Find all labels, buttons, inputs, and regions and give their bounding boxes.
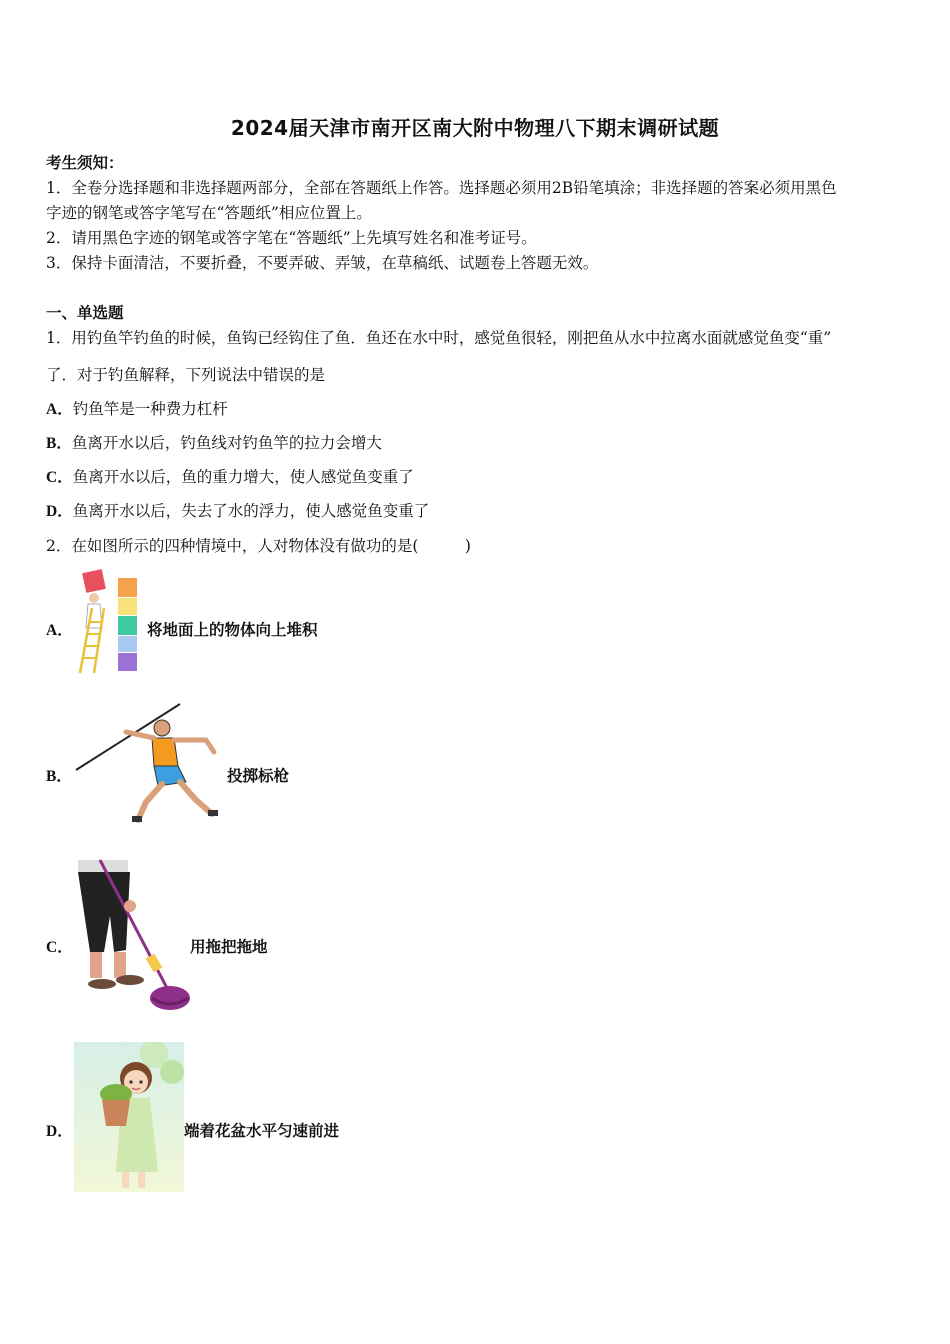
notice-item-1: 1．全卷分选择题和非选择题两部分，全部在答题纸上作答。选择题必须用2B铅笔填涂；非选择题的答案必须用黑色 bbox=[46, 179, 837, 197]
q1-option-d-letter: D． bbox=[46, 503, 73, 520]
q1-stem-line1: 1．用钓鱼竿钓鱼的时候，鱼钩已经钩住了鱼．鱼还在水中时，感觉鱼很轻，刚把鱼从水中拉离水面就感觉鱼变“重” bbox=[46, 329, 832, 347]
q1-stem-line2: 了．对于钓鱼解释，下列说法中错误的是 bbox=[46, 366, 326, 384]
q2-option-b-letter: B． bbox=[46, 768, 72, 785]
q2-option-b-text: 投掷标枪 bbox=[227, 766, 290, 785]
q2-option-a-text: 将地面上的物体向上堆积 bbox=[147, 620, 318, 639]
stacking-boxes-image bbox=[74, 568, 144, 676]
q1-option-a bbox=[46, 397, 228, 419]
notice-item-3: 3．保持卡面清洁，不要折叠，不要弄破、弄皱，在草稿纸、试题卷上答题无效。 bbox=[46, 254, 599, 272]
q1-option-a-letter: A． bbox=[46, 401, 73, 418]
q2-option-d-letter: D． bbox=[46, 1123, 73, 1140]
section-heading: 一、单选题 bbox=[46, 303, 124, 322]
q1-option-c-letter: C． bbox=[46, 469, 73, 486]
q2-option-c-letter: C． bbox=[46, 939, 73, 956]
q2-stem: 2．在如图所示的四种情境中，人对物体没有做功的是( ) bbox=[46, 537, 471, 555]
javelin-thrower-image bbox=[74, 702, 224, 826]
girl-carrying-flowerpot-image bbox=[74, 1042, 184, 1192]
notice-heading: 考生须知： bbox=[46, 153, 124, 172]
q1-option-a-text: 钓鱼竿是一种费力杠杆 bbox=[72, 400, 228, 418]
page-title: 2024届天津市南开区南大附中物理八下期末调研试题 bbox=[230, 116, 720, 140]
mopping-image bbox=[74, 858, 192, 1014]
q1-option-d bbox=[46, 499, 429, 521]
q1-option-b bbox=[46, 431, 382, 453]
q1-option-d-text: 鱼离开水以后，失去了水的浮力，使人感觉鱼变重了 bbox=[72, 502, 430, 520]
q1-option-c-text: 鱼离开水以后，鱼的重力增大，使人感觉鱼变重了 bbox=[72, 468, 414, 486]
q2-option-a-letter: A． bbox=[46, 622, 73, 639]
q1-option-b-letter: B． bbox=[46, 435, 72, 452]
q1-option-b-text: 鱼离开水以后，钓鱼线对钓鱼竿的拉力会增大 bbox=[71, 434, 382, 452]
q1-option-c bbox=[46, 465, 414, 487]
notice-item-2: 2．请用黑色字迹的钢笔或答字笔在“答题纸”上先填写姓名和准考证号。 bbox=[46, 229, 537, 247]
notice-item-1-cont: 字迹的钢笔或答字笔写在“答题纸”相应位置上。 bbox=[46, 204, 372, 222]
q2-option-c-text: 用拖把拖地 bbox=[190, 937, 268, 956]
q2-option-d-text: 端着花盆水平匀速前进 bbox=[184, 1121, 340, 1140]
